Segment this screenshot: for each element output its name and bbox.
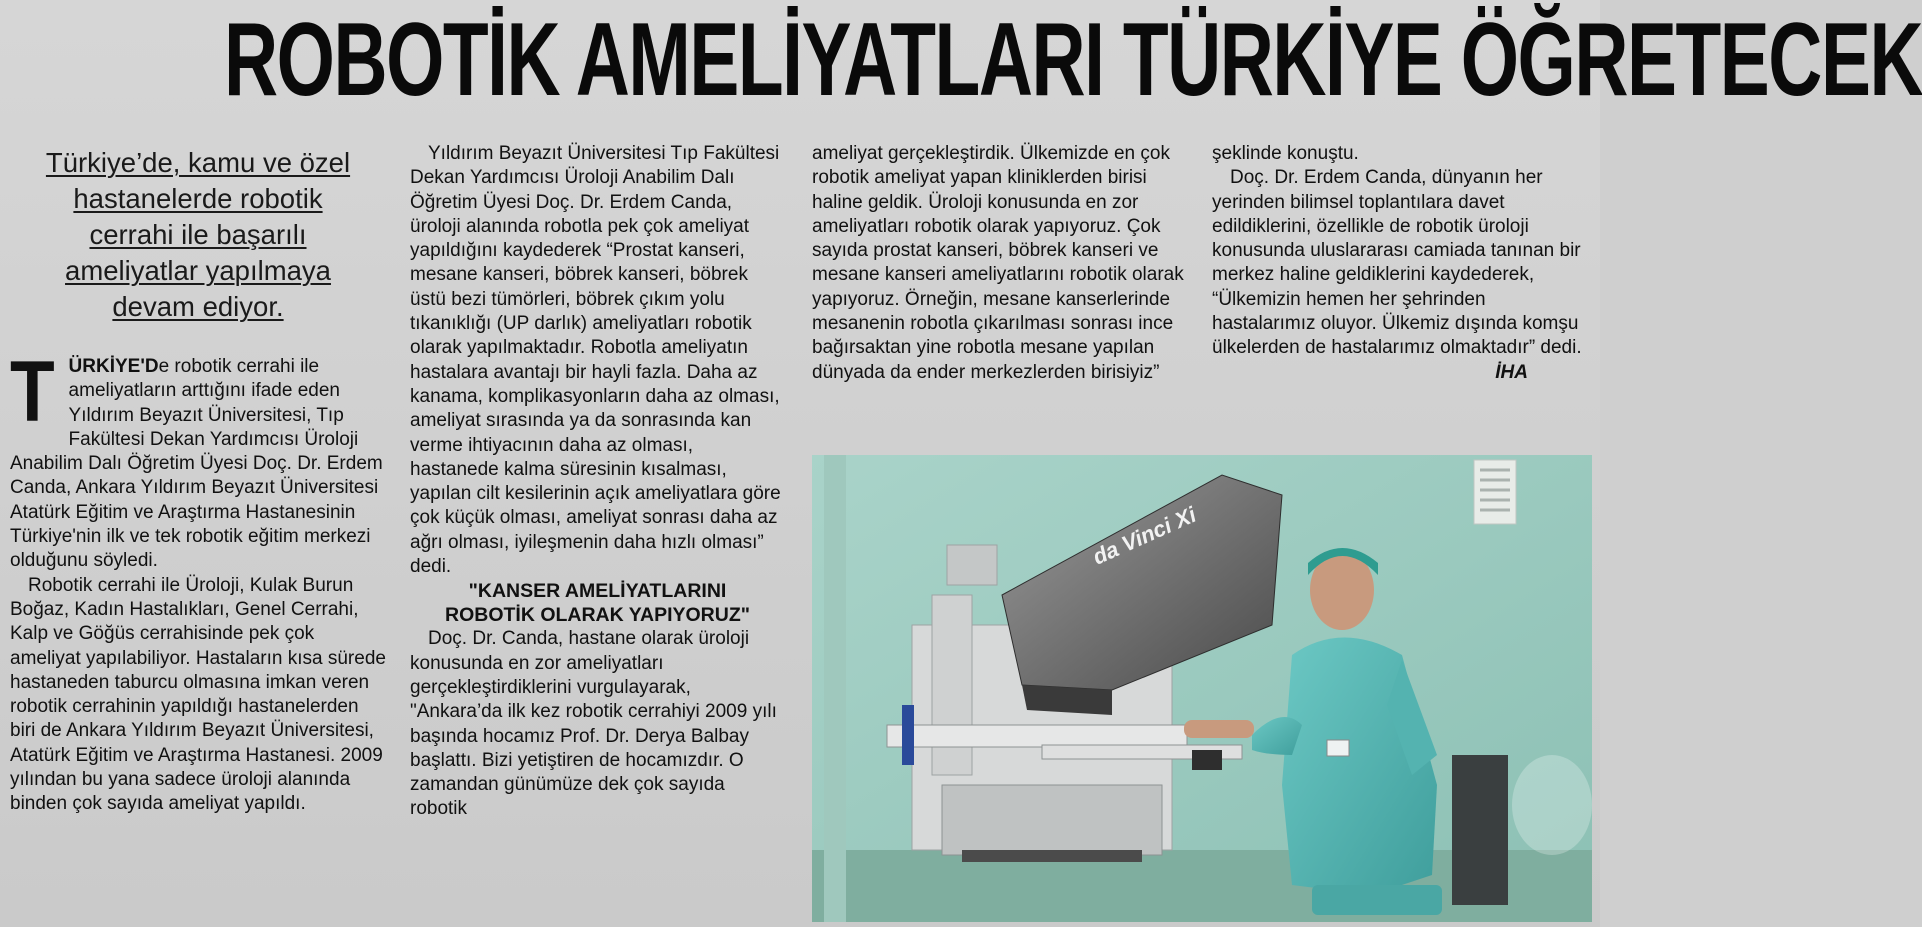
door-frame [824, 455, 846, 922]
paragraph: Doç. Dr. Canda, hastane olarak üroloji konusunda en zor ameliyatları gerçekleştirdiklerini vurgulayarak, "Ankara’da ilk kez robotik cerrahiyi 2009 yılı başında hocamız Prof. Dr. Derya Balbay başlattı. Bizi yetiştiren de hocamızdır. O zamandan günümüze dek çok sayıda robotik [410, 628, 777, 820]
wall-vent-icon [1474, 460, 1516, 524]
paragraph-text: e robotik cerrahi ile ameliyatların arttığını ifade eden Yıldırım Beyazıt Üniversitesi, Tıp Fakültesi Dekan Yardımcısı Üroloji Anabilim Dalı Öğretim Üyesi Doç. Dr. Erdem Canda, Ankara Yıldırım Beyazıt Üniversitesi Atatürk Eğitim ve Araştırma Hastanesinin Türkiye'nin ilk ve tek robotik eğitim merkezi olduğunu söyledi. [10, 356, 383, 572]
paragraph: Doç. Dr. Erdem Canda, dünyanın her yerinden bilimsel toplantılara davet edildiklerini, özellikle de robotik üroloji konusunda uluslararası camiada tanınan bir merkez haline geldiklerini kaydederek, “Ülkemizin hemen her şehrinden hastalarımız oluyor. Ülkemiz dışında komşu ülkelerden de hastalarımız olmaktadır” dedi. [1212, 167, 1582, 359]
armrest [887, 725, 1187, 747]
subheading-line: ROBOTİK OLARAK YAPIYORUZ" [444, 604, 751, 627]
article-column-3 [812, 142, 1192, 385]
deck-line: devam ediyor. [112, 291, 284, 322]
paragraph: Robotik cerrahi ile Üroloji, Kulak Burun Boğaz, Kadın Hastalıkları, Genel Cerrahi, Kalp ve Göğüs cerrahisinde pek çok ameliyat yapılabiliyor. Hastaların kısa sürede hastaneden taburcu olmasına imkan veren robotik cerrahinin yapıldığı hastanelerden biri de Ankara Yıldırım Beyazıt Üniversitesi, Atatürk Eğitim ve Araştırma Hastanesi. 2009 yılından bu yana sadece üroloji alanında binden çok sayıda ameliyat yapıldı. [10, 574, 386, 815]
article-column-2 [410, 142, 785, 822]
deck [14, 145, 382, 325]
article-photo [812, 455, 1592, 922]
subheading-line: "KANSER AMELİYATLARINI [468, 580, 727, 603]
paragraph: ameliyat gerçekleştirdik. Ülkemizde en çok robotik ameliyat yapan kliniklerden birisi haline geldik. Üroloji konusunda en zor ameliyatları robotik olarak yapıyoruz. Çok sayıda prostat kanseri, böbrek kanseri ve mesane kanseri ameliyatlarını robotik olarak yapıyoruz. Örneğin, mesane kanserlerinde mesanenin robotla çıkarılması sonrası ince bağırsaktan yine robotla mesane yapılan dünyada da ender merkezlerden birisiyiz” [812, 143, 1184, 383]
paragraph: Yıldırım Beyazıt Üniversitesi Tıp Fakültesi Dekan Yardımcısı Üroloji Anabilim Dalı Öğretim Üyesi Doç. Dr. Erdem Canda, üroloji alanında robotla pek çok ameliyat yapıldığını kaydederek “Prostat kanseri, mesane kanseri, böbrek kanseri, böbrek üstü bezi tümörleri, böbrek çıkım yolu tıkanıklığı (UP darlık) ameliyatları robotik olarak yapılmaktadır. Robotla ameliyatın hastalara avantajı bir hayli fazla. Daha az kanama, komplikasyonların daha az olması, ameliyat sırasında ya da sonrasında kan verme ihtiyacının daha az olması, hastanede kalma süresinin kısalması, yapılan cilt kesilerinin açık ameliyatlara göre çok küçük olması, ameliyat sonrası daha az ağrı olması, iyileşmenin daha hızlı olması” dedi. [410, 143, 781, 578]
paragraph [10, 344, 386, 574]
robot-brand-label: da Vinci Xi [1088, 501, 1200, 570]
subheading [410, 579, 785, 627]
article-column-4 [1212, 142, 1590, 385]
paragraph: şeklinde konuştu. [1212, 143, 1359, 164]
news-agency-credit: İHA [1495, 361, 1528, 383]
deck-line: cerrahi ile başarılı [89, 219, 307, 250]
drop-cap: T [10, 344, 55, 440]
headline: ROBOTİK AMELİYATLARI TÜRKİYE ÖĞRETECEK [224, 2, 1922, 118]
deck-line: hastanelerde robotik [73, 183, 323, 214]
deck-line: Türkiye’de, kamu ve özel [45, 147, 351, 178]
watermark-circle [1512, 755, 1592, 855]
article-column-1 [10, 344, 386, 817]
lead-caps: ÜRKİYE'D [68, 356, 159, 377]
photo-illustration [812, 455, 1592, 922]
deck-line: ameliyatlar yapılmaya [65, 255, 331, 286]
